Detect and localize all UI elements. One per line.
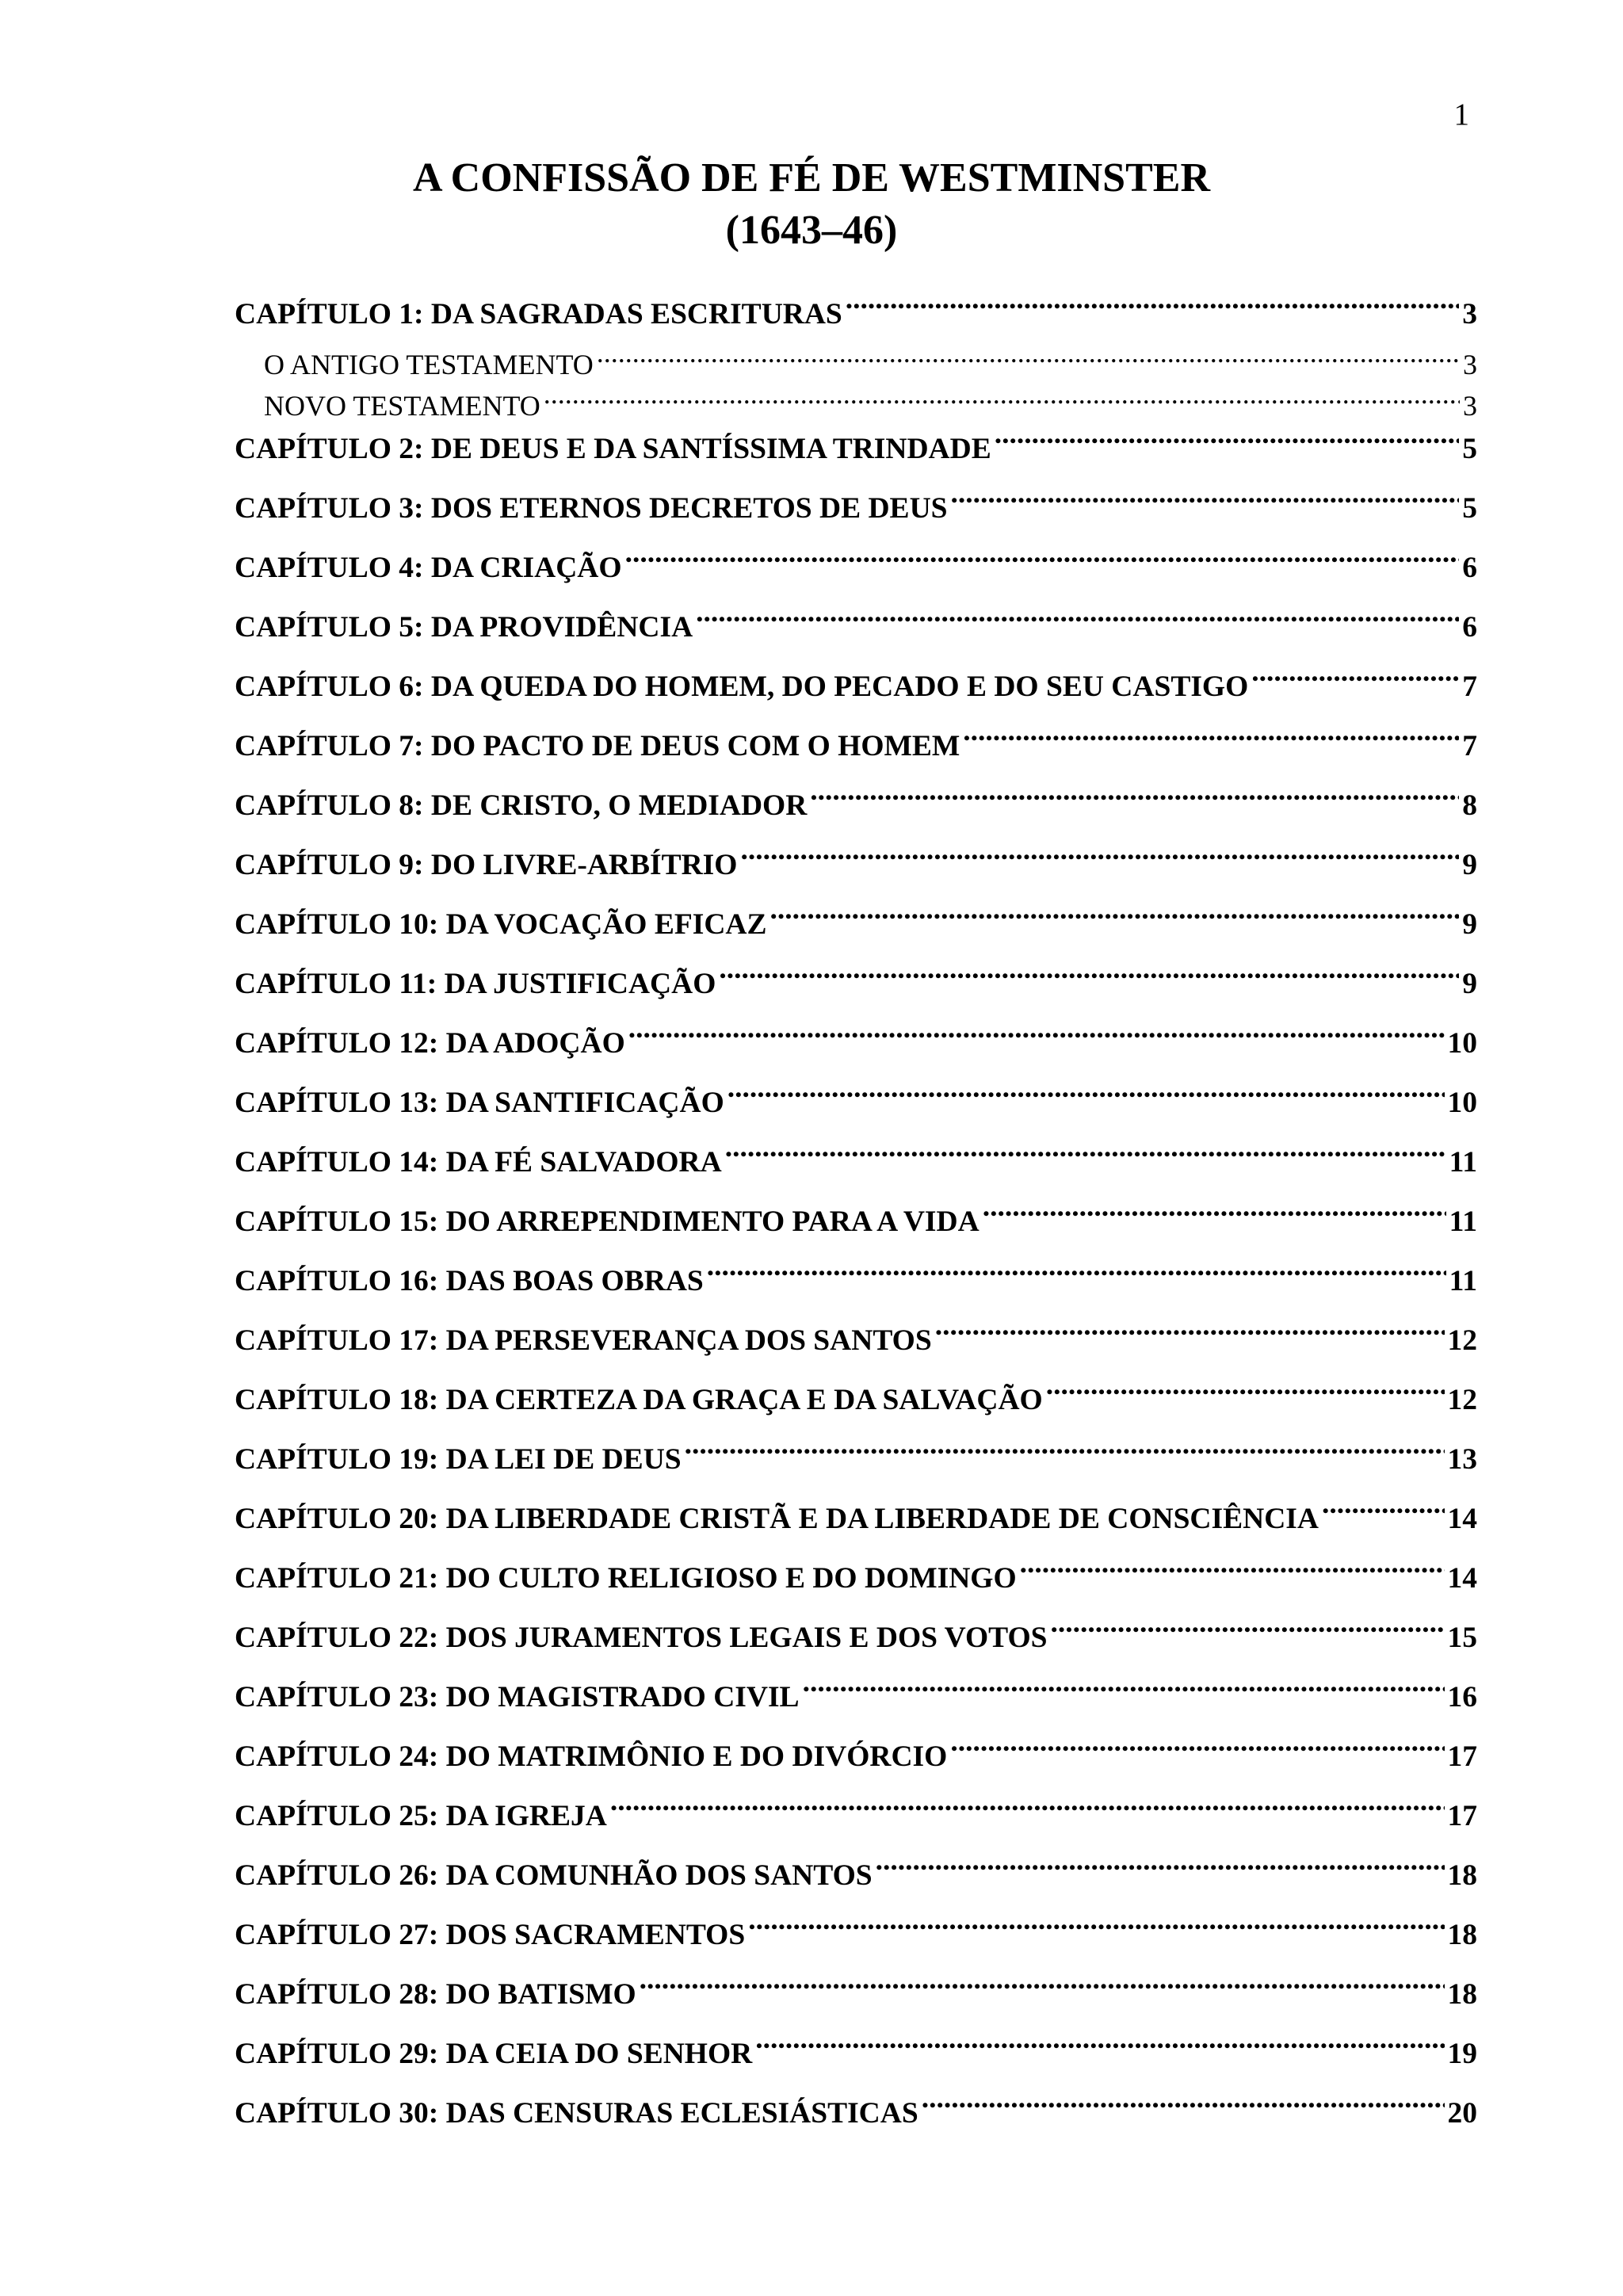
toc-dot-leader — [876, 1855, 1445, 1885]
toc-dot-leader — [995, 429, 1460, 459]
toc-chapter-entry[interactable] — [235, 1496, 1477, 1556]
toc-entry-page: 17 — [1447, 1740, 1477, 1773]
toc-entry-title: CAPÍTULO 9: DO LIVRE-ARBÍTRIO — [235, 849, 738, 881]
toc-entry-title: CAPÍTULO 3: DOS ETERNOS DECRETOS DE DEUS — [235, 492, 948, 525]
toc-entry-title: CAPÍTULO 28: DO BATISMO — [235, 1978, 636, 2011]
toc-entry-page: 5 — [1462, 492, 1477, 525]
toc-subsection-entry[interactable] — [235, 385, 1477, 426]
toc-entry-title: CAPÍTULO 7: DO PACTO DE DEUS COM O HOMEM — [235, 730, 960, 762]
toc-entry-title: CAPÍTULO 15: DO ARREPENDIMENTO PARA A VIDA — [235, 1205, 980, 1238]
toc-chapter-entry[interactable] — [235, 545, 1477, 605]
toc-entry-page: 6 — [1462, 611, 1477, 644]
toc-chapter-entry[interactable] — [235, 1318, 1477, 1377]
toc-dot-leader — [725, 1142, 1446, 1172]
toc-entry-title: CAPÍTULO 22: DOS JURAMENTOS LEGAIS E DOS VOTOS — [235, 1622, 1048, 1654]
toc-entry-page: 10 — [1447, 1027, 1477, 1060]
toc-dot-leader — [740, 845, 1459, 875]
toc-entry-page: 18 — [1447, 1978, 1477, 2011]
toc-dot-leader — [770, 904, 1460, 934]
toc-dot-leader — [727, 1083, 1445, 1113]
toc-entry-title: CAPÍTULO 19: DA LEI DE DEUS — [235, 1443, 682, 1476]
toc-chapter-entry[interactable] — [235, 1912, 1477, 1972]
toc-entry-page: 15 — [1447, 1622, 1477, 1654]
toc-chapter-entry[interactable] — [235, 1972, 1477, 2031]
toc-dot-leader — [544, 387, 1460, 415]
toc-entry-page: 9 — [1462, 908, 1477, 941]
page-number: 1 — [1453, 97, 1469, 132]
toc-chapter-entry[interactable] — [235, 1140, 1477, 1199]
toc-entry-page: 12 — [1447, 1324, 1477, 1357]
toc-entry-page: 6 — [1462, 552, 1477, 584]
toc-chapter-entry[interactable] — [235, 1794, 1477, 1853]
toc-entry-title: CAPÍTULO 27: DOS SACRAMENTOS — [235, 1919, 746, 1951]
toc-entry-title: CAPÍTULO 2: DE DEUS E DA SANTÍSSIMA TRINDADE — [235, 433, 991, 465]
toc-entry-page: 14 — [1447, 1503, 1477, 1535]
toc-entry-title: CAPÍTULO 25: DA IGREJA — [235, 1800, 607, 1832]
toc-dot-leader — [610, 1796, 1445, 1826]
toc-entry-title: CAPÍTULO 8: DE CRISTO, O MEDIADOR — [235, 789, 808, 822]
toc-chapter-entry[interactable] — [235, 902, 1477, 961]
toc-entry-page: 3 — [1463, 390, 1477, 422]
toc-entry-title: NOVO TESTAMENTO — [264, 390, 540, 422]
toc-chapter-entry[interactable] — [235, 783, 1477, 842]
toc-chapter-entry[interactable] — [235, 292, 1477, 344]
toc-entry-page: 13 — [1447, 1443, 1477, 1476]
toc-entry-page: 8 — [1462, 789, 1477, 822]
toc-dot-leader — [1251, 667, 1459, 697]
toc-entry-title: CAPÍTULO 18: DA CERTEZA DA GRAÇA E DA SALVAÇÃO — [235, 1384, 1043, 1416]
toc-entry-title: CAPÍTULO 20: DA LIBERDADE CRISTÃ E DA LIBERDADE DE CONSCIÊNCIA — [235, 1503, 1319, 1535]
toc-entry-page: 9 — [1462, 849, 1477, 881]
toc-dot-leader — [628, 1023, 1445, 1053]
toc-entry-page: 19 — [1447, 2038, 1477, 2070]
toc-entry-page: 9 — [1462, 968, 1477, 1000]
toc-entry-title: CAPÍTULO 10: DA VOCAÇÃO EFICAZ — [235, 908, 767, 941]
toc-dot-leader — [755, 2034, 1444, 2064]
toc-chapter-entry[interactable] — [235, 1080, 1477, 1140]
toc-entry-title: CAPÍTULO 21: DO CULTO RELIGIOSO E DO DOMINGO — [235, 1562, 1017, 1595]
toc-dot-leader — [950, 1736, 1444, 1767]
toc-chapter-entry[interactable] — [235, 1199, 1477, 1259]
toc-dot-leader — [935, 1320, 1445, 1350]
toc-entry-page: 18 — [1447, 1859, 1477, 1892]
toc-entry-page: 5 — [1462, 433, 1477, 465]
toc-entry-title: CAPÍTULO 12: DA ADOÇÃO — [235, 1027, 625, 1060]
toc-chapter-entry[interactable] — [235, 842, 1477, 902]
toc-chapter-entry[interactable] — [235, 961, 1477, 1021]
toc-dot-leader — [1046, 1380, 1445, 1410]
toc-entry-page: 17 — [1447, 1800, 1477, 1832]
toc-entry-page: 3 — [1463, 349, 1477, 380]
toc-entry-page: 7 — [1462, 730, 1477, 762]
toc-chapter-entry[interactable] — [235, 1021, 1477, 1080]
table-of-contents — [235, 292, 1477, 2150]
toc-dot-leader — [983, 1201, 1446, 1232]
toc-dot-leader — [846, 294, 1459, 324]
toc-entry-title: CAPÍTULO 14: DA FÉ SALVADORA — [235, 1146, 722, 1179]
toc-entry-title: CAPÍTULO 29: DA CEIA DO SENHOR — [235, 2038, 753, 2070]
toc-dot-leader — [685, 1439, 1445, 1469]
title-line-years: (1643–46) — [725, 208, 898, 253]
toc-entry-title: CAPÍTULO 11: DA JUSTIFICAÇÃO — [235, 968, 716, 1000]
toc-dot-leader — [696, 607, 1459, 637]
toc-chapter-entry[interactable] — [235, 1259, 1477, 1318]
toc-entry-page: 14 — [1447, 1562, 1477, 1595]
document-title — [0, 152, 1623, 257]
toc-entry-page: 10 — [1447, 1087, 1477, 1119]
toc-entry-title: CAPÍTULO 1: DA SAGRADAS ESCRITURAS — [235, 298, 842, 330]
toc-dot-leader — [719, 964, 1459, 994]
toc-chapter-entry[interactable] — [235, 1556, 1477, 1615]
toc-chapter-entry[interactable] — [235, 1675, 1477, 1734]
toc-entry-page: 16 — [1447, 1681, 1477, 1713]
toc-entry-title: CAPÍTULO 5: DA PROVIDÊNCIA — [235, 611, 693, 644]
toc-entry-page: 12 — [1447, 1384, 1477, 1416]
toc-dot-leader — [1051, 1618, 1445, 1648]
toc-dot-leader — [640, 1974, 1445, 2004]
toc-entry-page: 11 — [1449, 1265, 1477, 1297]
toc-dot-leader — [597, 346, 1460, 374]
toc-chapter-entry[interactable] — [235, 724, 1477, 783]
toc-entry-title: O ANTIGO TESTAMENTO — [264, 349, 594, 380]
toc-chapter-entry[interactable] — [235, 1437, 1477, 1496]
toc-chapter-entry[interactable] — [235, 664, 1477, 724]
toc-dot-leader — [625, 548, 1460, 578]
toc-chapter-entry[interactable] — [235, 1615, 1477, 1675]
toc-chapter-entry[interactable] — [235, 2031, 1477, 2091]
toc-entry-page: 18 — [1447, 1919, 1477, 1951]
toc-dot-leader — [707, 1261, 1446, 1291]
toc-dot-leader — [810, 785, 1459, 816]
toc-entry-title: CAPÍTULO 4: DA CRIAÇÃO — [235, 552, 622, 584]
toc-dot-leader — [1020, 1558, 1445, 1588]
toc-entry-title: CAPÍTULO 30: DAS CENSURAS ECLESIÁSTICAS — [235, 2097, 918, 2130]
toc-chapter-entry[interactable] — [235, 1853, 1477, 1912]
toc-subsection-entry[interactable] — [235, 344, 1477, 385]
toc-entry-title: CAPÍTULO 24: DO MATRIMÔNIO E DO DIVÓRCIO — [235, 1740, 948, 1773]
toc-entry-page: 11 — [1449, 1205, 1477, 1238]
toc-entry-title: CAPÍTULO 6: DA QUEDA DO HOMEM, DO PECADO E DO SEU CASTIGO — [235, 670, 1249, 703]
toc-dot-leader — [803, 1677, 1445, 1707]
toc-entry-page: 3 — [1462, 298, 1477, 330]
toc-entry-title: CAPÍTULO 17: DA PERSEVERANÇA DOS SANTOS — [235, 1324, 932, 1357]
toc-entry-page: 7 — [1462, 670, 1477, 703]
toc-entry-title: CAPÍTULO 16: DAS BOAS OBRAS — [235, 1265, 704, 1297]
toc-dot-leader — [1322, 1499, 1445, 1529]
toc-chapter-entry[interactable] — [235, 486, 1477, 545]
toc-chapter-entry[interactable] — [235, 605, 1477, 664]
toc-entry-page: 20 — [1447, 2097, 1477, 2130]
toc-entry-title: CAPÍTULO 23: DO MAGISTRADO CIVIL — [235, 1681, 800, 1713]
toc-dot-leader — [922, 2093, 1445, 2123]
toc-chapter-entry[interactable] — [235, 1377, 1477, 1437]
toc-chapter-entry[interactable] — [235, 2091, 1477, 2150]
toc-entry-title: CAPÍTULO 26: DA COMUNHÃO DOS SANTOS — [235, 1859, 873, 1892]
toc-entry-page: 11 — [1449, 1146, 1477, 1179]
toc-chapter-entry[interactable] — [235, 426, 1477, 486]
toc-entry-title: CAPÍTULO 13: DA SANTIFICAÇÃO — [235, 1087, 724, 1119]
toc-chapter-entry[interactable] — [235, 1734, 1477, 1794]
title-line-main: A CONFISSÃO DE FÉ DE WESTMINSTER — [412, 155, 1211, 201]
toc-dot-leader — [951, 488, 1460, 518]
toc-dot-leader — [748, 1915, 1444, 1945]
toc-dot-leader — [963, 726, 1459, 756]
